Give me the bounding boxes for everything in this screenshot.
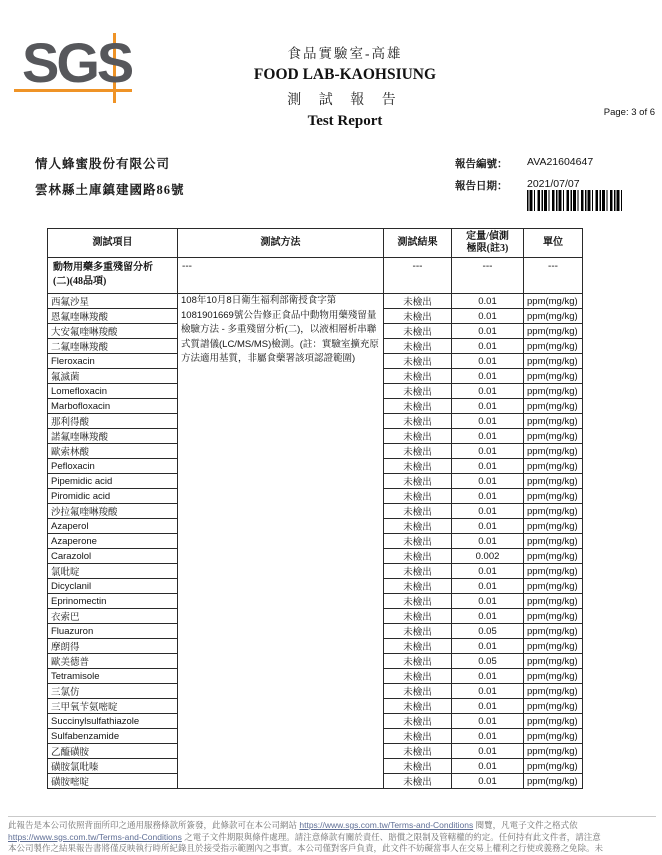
- unit-cell: ppm(mg/kg): [524, 699, 583, 714]
- results-table: [47, 228, 583, 789]
- detection-limit-cell: 0.01: [452, 699, 524, 714]
- detection-limit-cell: 0.01: [452, 504, 524, 519]
- unit-cell: ppm(mg/kg): [524, 519, 583, 534]
- detection-limit-cell: 0.01: [452, 579, 524, 594]
- unit-cell: ppm(mg/kg): [524, 474, 583, 489]
- test-item-cell: Pefloxacin: [48, 459, 178, 474]
- test-item-cell: Marbofloxacin: [48, 399, 178, 414]
- test-item-cell: 衣索巴: [48, 609, 178, 624]
- detection-limit-cell: 0.01: [452, 534, 524, 549]
- test-item-cell: Azaperone: [48, 534, 178, 549]
- test-result-cell: 未檢出: [384, 339, 452, 354]
- unit-cell: ppm(mg/kg): [524, 714, 583, 729]
- test-item-cell: 三氯仿: [48, 684, 178, 699]
- terms-link[interactable]: https://www.sgs.com.tw/Terms-and-Conditions: [8, 831, 182, 842]
- client-block: [35, 154, 185, 198]
- unit-cell: ppm(mg/kg): [524, 429, 583, 444]
- test-result-cell: 未檢出: [384, 414, 452, 429]
- detection-limit-cell: 0.01: [452, 594, 524, 609]
- test-item-cell: 歐索林酸: [48, 444, 178, 459]
- unit-cell: ppm(mg/kg): [524, 654, 583, 669]
- test-result-cell: 未檢出: [384, 639, 452, 654]
- test-result-cell: 未檢出: [384, 369, 452, 384]
- detection-limit-cell: 0.01: [452, 384, 524, 399]
- detection-limit-cell: 0.01: [452, 489, 524, 504]
- unit-cell: ppm(mg/kg): [524, 624, 583, 639]
- test-item-cell: Fluazuron: [48, 624, 178, 639]
- test-result-cell: 未檢出: [384, 594, 452, 609]
- test-result-cell: 未檢出: [384, 504, 452, 519]
- test-item-cell: 那利得酸: [48, 414, 178, 429]
- report-number-label: 報告編號：: [455, 159, 508, 170]
- test-item-cell: 乙醯磺胺: [48, 744, 178, 759]
- detection-limit-cell: 0.01: [452, 744, 524, 759]
- test-item-cell: Tetramisole: [48, 669, 178, 684]
- test-item-cell: 西氟沙星: [48, 294, 178, 309]
- unit-cell: ppm(mg/kg): [524, 414, 583, 429]
- test-item-cell: Piromidic acid: [48, 489, 178, 504]
- detection-limit-cell: 0.002: [452, 549, 524, 564]
- test-result-cell: 未檢出: [384, 744, 452, 759]
- test-item-cell: 氟滅菌: [48, 369, 178, 384]
- report-date-label: 報告日期：: [455, 181, 508, 192]
- test-result-cell: 未檢出: [384, 774, 452, 789]
- test-item-cell: Carazolol: [48, 549, 178, 564]
- test-item-cell: 磺胺氯吡嗪: [48, 759, 178, 774]
- test-item-cell: Succinylsulfathiazole: [48, 714, 178, 729]
- test-result-cell: 未檢出: [384, 519, 452, 534]
- unit-cell: ppm(mg/kg): [524, 339, 583, 354]
- detection-limit-cell: 0.01: [452, 474, 524, 489]
- client-address: 雲林縣土庫鎮建國路86號: [35, 183, 185, 197]
- limit-header-line2: 極限(註3): [466, 243, 509, 254]
- group-limit-cell: ---: [452, 258, 524, 294]
- col-header-test-item: 測試項目: [48, 229, 178, 258]
- detection-limit-cell: 0.01: [452, 324, 524, 339]
- unit-cell: ppm(mg/kg): [524, 729, 583, 744]
- detection-limit-cell: 0.01: [452, 339, 524, 354]
- report-number-row: [455, 156, 593, 171]
- test-item-cell: 三甲氧苄氨嘧啶: [48, 699, 178, 714]
- unit-cell: ppm(mg/kg): [524, 564, 583, 579]
- unit-cell: ppm(mg/kg): [524, 759, 583, 774]
- unit-cell: ppm(mg/kg): [524, 579, 583, 594]
- test-item-cell: Sulfabenzamide: [48, 729, 178, 744]
- detection-limit-cell: 0.05: [452, 654, 524, 669]
- test-result-cell: 未檢出: [384, 759, 452, 774]
- unit-cell: ppm(mg/kg): [524, 324, 583, 339]
- test-item-cell: 沙拉氟喹啉羧酸: [48, 504, 178, 519]
- test-result-cell: 未檢出: [384, 669, 452, 684]
- detection-limit-cell: 0.01: [452, 714, 524, 729]
- test-method-cell: 108年10月8日衛生福利部衛授食字第1081901669號公告修正食品中動物用藥殘留量檢驗方法 - 多重殘留分析(二)，以液相層析串聯式質譜儀(LC/MS/MS)檢測。(註：實驗室擴充原方法適用基質，非屬食藥署該項認證範圍): [178, 294, 384, 789]
- test-item-cell: Eprinomectin: [48, 594, 178, 609]
- group-item-line2: (二)(48品項): [53, 276, 107, 287]
- detection-limit-cell: 0.01: [452, 294, 524, 309]
- detection-limit-cell: 0.01: [452, 429, 524, 444]
- report-title-en: Test Report: [307, 113, 383, 129]
- detection-limit-cell: 0.01: [452, 759, 524, 774]
- report-title-block: [210, 42, 480, 130]
- test-result-cell: 未檢出: [384, 354, 452, 369]
- group-item-line1: 動物用藥多重殘留分析: [53, 262, 153, 273]
- col-header-test-result: 測試結果: [384, 229, 452, 258]
- test-result-cell: 未檢出: [384, 579, 452, 594]
- terms-link[interactable]: https://www.sgs.com.tw/Terms-and-Conditions: [299, 820, 474, 830]
- detection-limit-cell: 0.01: [452, 519, 524, 534]
- test-result-cell: 未檢出: [384, 309, 452, 324]
- unit-cell: ppm(mg/kg): [524, 684, 583, 699]
- unit-cell: ppm(mg/kg): [524, 534, 583, 549]
- test-result-cell: 未檢出: [384, 384, 452, 399]
- footer-line: 此報告是本公司依照背面所印之通用服務條款所簽發，此條款可在本公司網站 https://www.sgs.com.tw/Terms-and-Conditions 閱覽，凡電子文件之格式依: [8, 820, 578, 830]
- test-result-cell: 未檢出: [384, 609, 452, 624]
- test-result-cell: 未檢出: [384, 729, 452, 744]
- test-item-cell: 歐美德普: [48, 654, 178, 669]
- footer-line: https://www.sgs.com.tw/Terms-and-Conditions 之電子文件期限與條件處理。請注意條款有關於責任、賠償之限制及管轄權的約定。任何持有此文件者，請注意: [8, 831, 601, 842]
- unit-cell: ppm(mg/kg): [524, 609, 583, 624]
- unit-cell: ppm(mg/kg): [524, 489, 583, 504]
- lab-title-zh: 食品實驗室-高雄: [287, 46, 403, 61]
- test-result-cell: 未檢出: [384, 699, 452, 714]
- detection-limit-cell: 0.01: [452, 564, 524, 579]
- terms-footer: [8, 816, 656, 855]
- client-name: 情人蜂蜜股份有限公司: [35, 157, 171, 171]
- col-header-test-method: 測試方法: [178, 229, 384, 258]
- test-result-cell: 未檢出: [384, 489, 452, 504]
- unit-cell: ppm(mg/kg): [524, 309, 583, 324]
- unit-cell: ppm(mg/kg): [524, 354, 583, 369]
- test-item-cell: 磺胺嘧啶: [48, 774, 178, 789]
- table-header-row: [48, 229, 583, 258]
- detection-limit-cell: 0.01: [452, 684, 524, 699]
- test-result-cell: 未檢出: [384, 654, 452, 669]
- unit-cell: ppm(mg/kg): [524, 369, 583, 384]
- analysis-group-row: [48, 258, 583, 294]
- col-header-unit: 單位: [524, 229, 583, 258]
- test-result-cell: 未檢出: [384, 444, 452, 459]
- detection-limit-cell: 0.01: [452, 414, 524, 429]
- unit-cell: ppm(mg/kg): [524, 594, 583, 609]
- test-item-cell: 恩氟喹啉羧酸: [48, 309, 178, 324]
- test-result-cell: 未檢出: [384, 474, 452, 489]
- detection-limit-cell: 0.01: [452, 354, 524, 369]
- test-result-cell: 未檢出: [384, 294, 452, 309]
- report-barcode-icon: [527, 190, 623, 211]
- test-result-cell: 未檢出: [384, 549, 452, 564]
- detection-limit-cell: 0.01: [452, 444, 524, 459]
- group-item-cell: [48, 258, 178, 294]
- detection-limit-cell: 0.01: [452, 369, 524, 384]
- group-method-cell: ---: [178, 258, 384, 294]
- footer-line: 本公司製作之結果報告書將僅反映執行時所紀錄且於接受指示範圍內之事實。本公司僅對客戶負責，此文件不妨礙當事人在交易上權利之行使或義務之免除。未: [8, 843, 604, 853]
- report-date-value: 2021/07/07: [527, 178, 580, 190]
- detection-limit-cell: 0.01: [452, 609, 524, 624]
- test-result-cell: 未檢出: [384, 564, 452, 579]
- test-item-cell: 摩朗得: [48, 639, 178, 654]
- test-item-cell: Dicyclanil: [48, 579, 178, 594]
- report-title-zh: 測 試 報 告: [287, 93, 403, 108]
- unit-cell: ppm(mg/kg): [524, 459, 583, 474]
- unit-cell: ppm(mg/kg): [524, 669, 583, 684]
- unit-cell: ppm(mg/kg): [524, 399, 583, 414]
- detection-limit-cell: 0.01: [452, 639, 524, 654]
- group-result-cell: ---: [384, 258, 452, 294]
- unit-cell: ppm(mg/kg): [524, 294, 583, 309]
- col-header-detection-limit: [452, 229, 524, 258]
- test-item-cell: 氯吡啶: [48, 564, 178, 579]
- results-tbody: [48, 258, 583, 789]
- detection-limit-cell: 0.01: [452, 309, 524, 324]
- test-result-cell: 未檢出: [384, 684, 452, 699]
- test-result-cell: 未檢出: [384, 324, 452, 339]
- test-item-cell: 大安氟喹啉羧酸: [48, 324, 178, 339]
- unit-cell: ppm(mg/kg): [524, 384, 583, 399]
- unit-cell: ppm(mg/kg): [524, 549, 583, 564]
- table-row: [48, 294, 583, 309]
- unit-cell: ppm(mg/kg): [524, 774, 583, 789]
- lab-title-en: FOOD LAB-KAOHSIUNG: [253, 66, 437, 83]
- test-result-cell: 未檢出: [384, 714, 452, 729]
- page-number: Page: 3 of 6: [603, 107, 655, 118]
- logo-text: SGS: [22, 31, 132, 94]
- unit-cell: ppm(mg/kg): [524, 639, 583, 654]
- detection-limit-cell: 0.01: [452, 459, 524, 474]
- test-result-cell: 未檢出: [384, 624, 452, 639]
- test-item-cell: Fleroxacin: [48, 354, 178, 369]
- test-item-cell: Azaperol: [48, 519, 178, 534]
- unit-cell: ppm(mg/kg): [524, 744, 583, 759]
- detection-limit-cell: 0.01: [452, 399, 524, 414]
- test-result-cell: 未檢出: [384, 534, 452, 549]
- test-item-cell: Lomefloxacin: [48, 384, 178, 399]
- detection-limit-cell: 0.01: [452, 729, 524, 744]
- test-item-cell: 二氟喹啉羧酸: [48, 339, 178, 354]
- test-result-cell: 未檢出: [384, 429, 452, 444]
- detection-limit-cell: 0.01: [452, 774, 524, 789]
- detection-limit-cell: 0.05: [452, 624, 524, 639]
- test-result-cell: 未檢出: [384, 399, 452, 414]
- limit-header-line1: 定量/偵測: [466, 231, 509, 242]
- test-item-cell: Pipemidic acid: [48, 474, 178, 489]
- unit-cell: ppm(mg/kg): [524, 504, 583, 519]
- unit-cell: ppm(mg/kg): [524, 444, 583, 459]
- sgs-logo: [12, 28, 152, 110]
- detection-limit-cell: 0.01: [452, 669, 524, 684]
- test-item-cell: 諾氟喹啉羧酸: [48, 429, 178, 444]
- group-unit-cell: ---: [524, 258, 583, 294]
- test-result-cell: 未檢出: [384, 459, 452, 474]
- report-number-value: AVA21604647: [527, 156, 594, 168]
